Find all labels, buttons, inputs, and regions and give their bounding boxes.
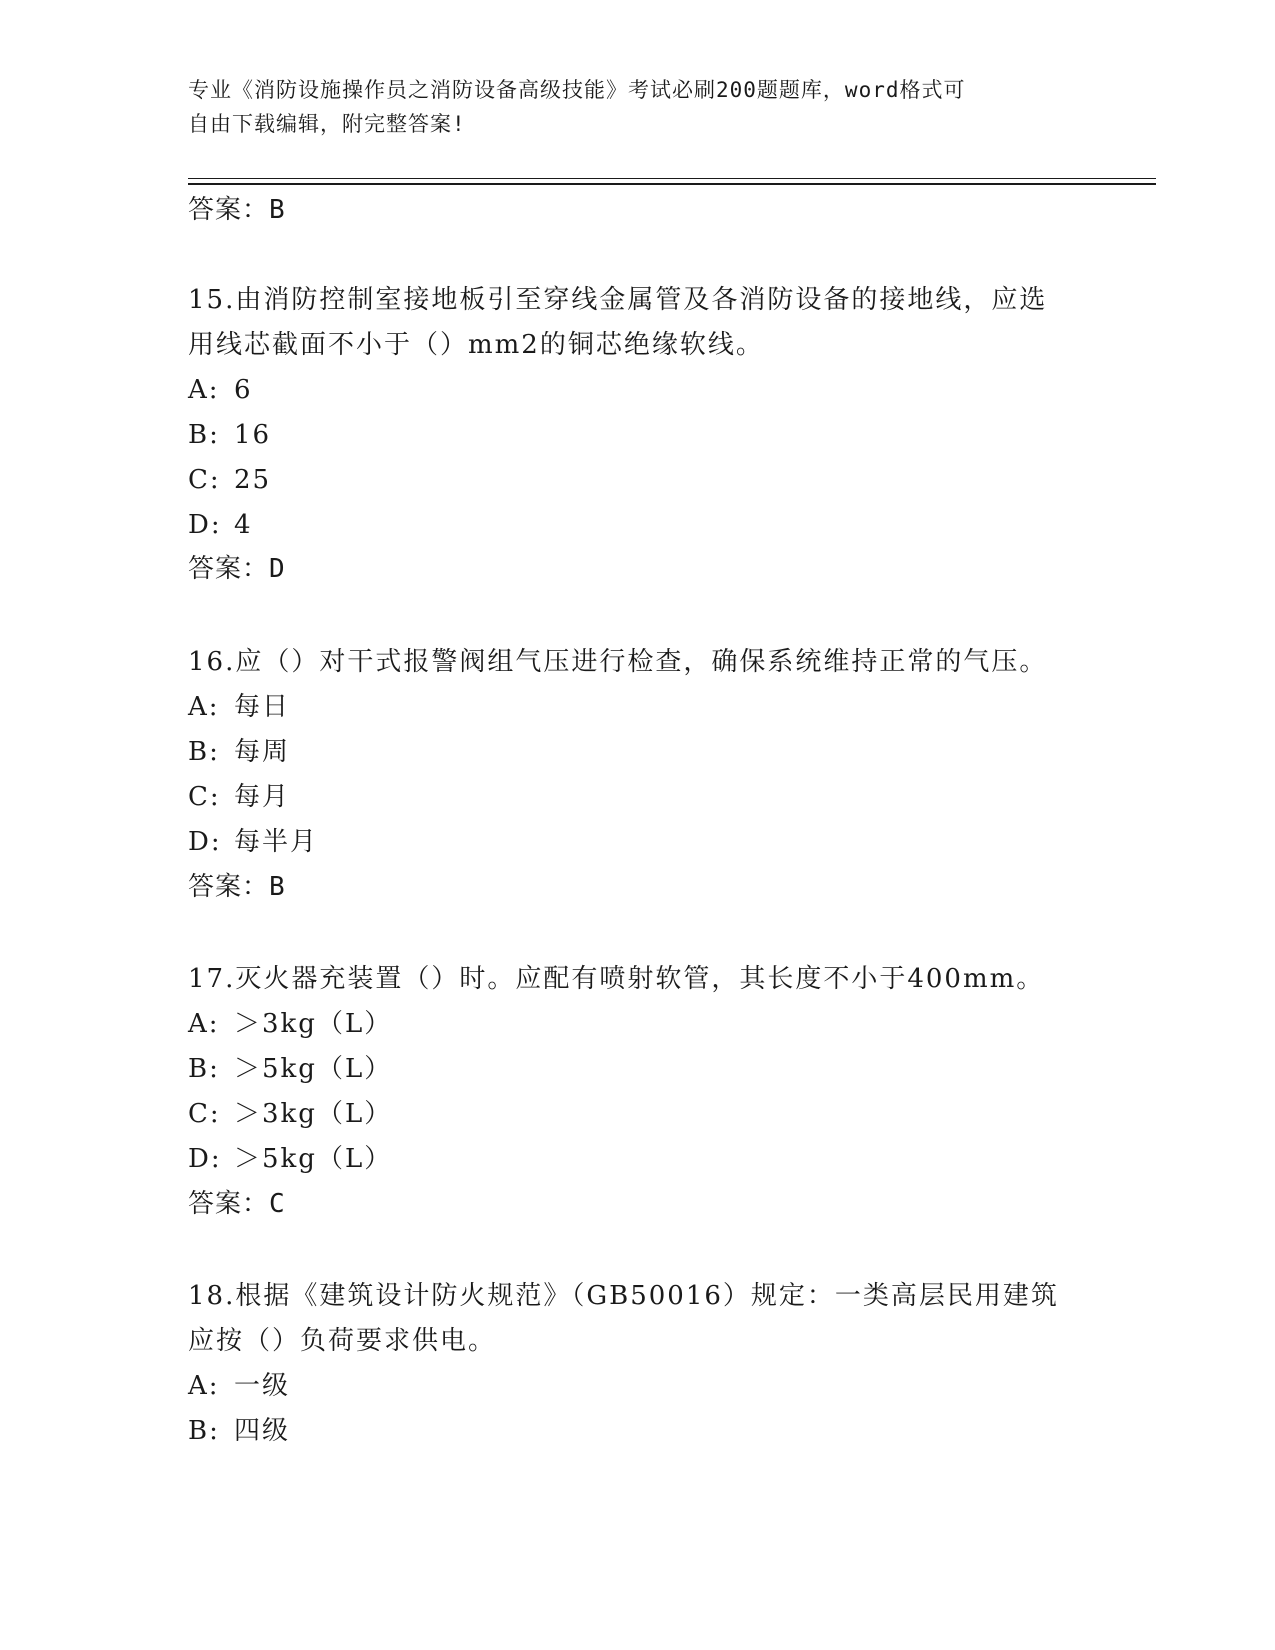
question-15-option-b <box>188 419 271 451</box>
option-letter: B: <box>188 1054 220 1084</box>
question-17-answer: 答案：C <box>188 1189 286 1219</box>
option-text: 25 <box>234 465 272 495</box>
document-header <box>188 73 1068 141</box>
option-letter: A: <box>188 375 220 405</box>
option-letter: A: <box>188 1371 220 1401</box>
header-line-2: 自由下载编辑，附完整答案! <box>188 112 466 136</box>
question-18-option-a <box>188 1370 290 1402</box>
question-17-line-1: 17.灭火器充装置（）时。应配有喷射软管，其长度不小于400mm。 <box>188 964 1045 994</box>
question-16-option-b <box>188 736 290 768</box>
question-15-option-a <box>188 374 253 406</box>
option-text: ＞5kg（L） <box>234 1144 393 1174</box>
header-divider-thick <box>188 183 1156 185</box>
option-letter: A: <box>188 692 220 722</box>
question-16-option-c <box>188 781 290 813</box>
question-16-answer: 答案：B <box>188 872 286 902</box>
question-15-answer: 答案：D <box>188 554 286 584</box>
question-15-line-2: 用线芯截面不小于（）mm2的铜芯绝缘软线。 <box>188 330 764 360</box>
question-15-line-1: 15.由消防控制室接地板引至穿线金属管及各消防设备的接地线，应选 <box>188 285 1048 315</box>
option-letter: D: <box>188 1144 222 1174</box>
previous-answer: 答案：B <box>188 195 286 225</box>
question-15-option-c <box>188 464 271 496</box>
option-letter: C: <box>188 782 221 812</box>
option-letter: D: <box>188 827 222 857</box>
option-letter: A: <box>188 1009 220 1039</box>
option-text: 每周 <box>234 737 291 767</box>
option-letter: B: <box>188 1416 220 1446</box>
option-letter: C: <box>188 465 221 495</box>
question-18-line-1: 18.根据《建筑设计防火规范》（GB50016）规定：一类高层民用建筑 <box>188 1281 1059 1311</box>
option-letter: B: <box>188 737 220 767</box>
option-text: ＞5kg（L） <box>234 1054 393 1084</box>
question-17-option-d <box>188 1143 392 1175</box>
question-18-option-b <box>188 1415 290 1447</box>
header-divider-thin <box>188 178 1156 179</box>
option-text: 每月 <box>234 782 291 812</box>
option-text: 四级 <box>234 1416 291 1446</box>
question-17-option-c <box>188 1098 392 1130</box>
option-text: 一级 <box>234 1371 291 1401</box>
option-letter: C: <box>188 1099 221 1129</box>
option-text: 每半月 <box>234 827 319 857</box>
option-text: 6 <box>234 375 253 405</box>
option-letter: D: <box>188 510 222 540</box>
option-text: 4 <box>234 510 253 540</box>
option-text: 每日 <box>234 692 291 722</box>
question-17-option-a <box>188 1008 392 1040</box>
question-16-line-1: 16.应（）对干式报警阀组气压进行检查，确保系统维持正常的气压。 <box>188 647 1048 677</box>
question-15-option-d <box>188 509 253 541</box>
option-text: ＞3kg（L） <box>234 1099 393 1129</box>
question-17-option-b <box>188 1053 392 1085</box>
question-16-option-a <box>188 691 290 723</box>
header-line-1: 专业《消防设施操作员之消防设备高级技能》考试必刷200题题库，word格式可 <box>188 78 966 102</box>
option-letter: B: <box>188 420 220 450</box>
question-18-line-2: 应按（）负荷要求供电。 <box>188 1326 497 1356</box>
question-16-option-d <box>188 826 318 858</box>
option-text: 16 <box>234 420 272 450</box>
option-text: ＞3kg（L） <box>234 1009 393 1039</box>
